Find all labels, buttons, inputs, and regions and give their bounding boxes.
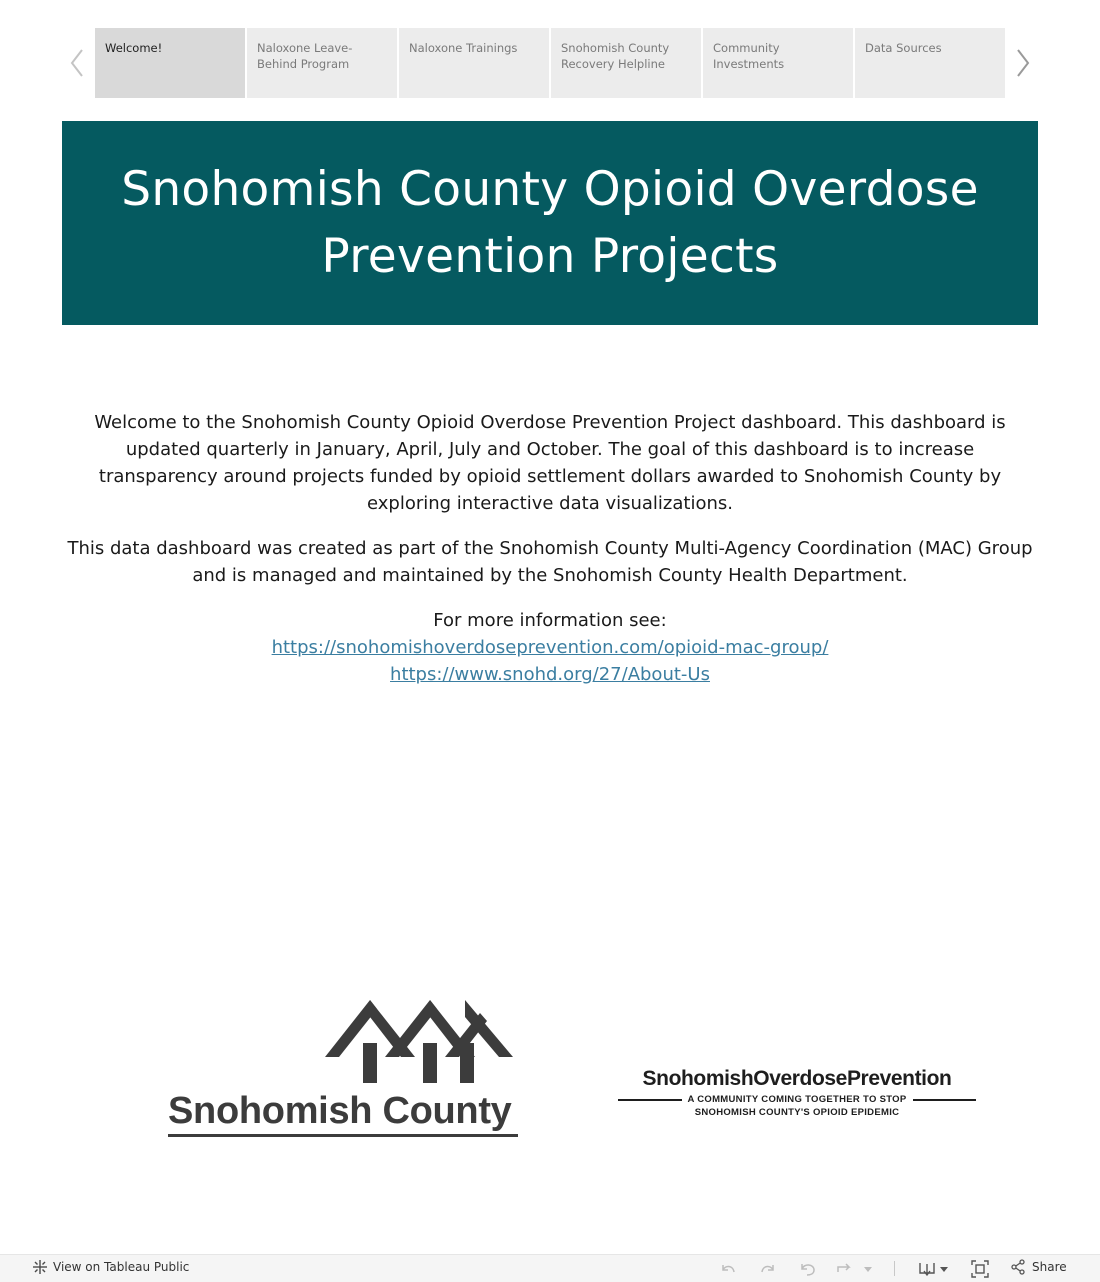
prevention-tagline-1: A COMMUNITY COMING TOGETHER TO STOP xyxy=(687,1094,907,1105)
fullscreen-button[interactable] xyxy=(970,1260,990,1278)
caret-down-icon xyxy=(863,1265,873,1273)
next-tab-arrow[interactable] xyxy=(1008,28,1038,98)
revert-button[interactable] xyxy=(798,1260,818,1278)
tab-naloxone-leave-behind[interactable]: Naloxone Leave-Behind Program xyxy=(247,28,397,98)
tab-data-sources[interactable]: Data Sources xyxy=(855,28,1005,98)
chevron-left-icon xyxy=(69,48,85,78)
title-banner xyxy=(62,121,1038,325)
share-icon xyxy=(1010,1259,1026,1275)
refresh-icon xyxy=(835,1261,853,1277)
share-button[interactable] xyxy=(1010,1259,1067,1275)
county-name: Snohomish County xyxy=(168,1090,512,1132)
tab-naloxone-trainings[interactable]: Naloxone Trainings xyxy=(399,28,549,98)
snohomish-county-logo xyxy=(165,995,525,1145)
download-button[interactable] xyxy=(918,1260,952,1278)
tab-recovery-helpline[interactable]: Snohomish County Recovery Helpline xyxy=(551,28,701,98)
mac-group-link[interactable]: https://snohomishoverdoseprevention.com/opioid-mac-group/ xyxy=(271,637,829,658)
download-icon xyxy=(918,1261,952,1277)
undo-icon xyxy=(719,1261,737,1277)
prevention-tagline-2: SNOHOMISH COUNTY'S OPIOID EPIDEMIC xyxy=(694,1107,900,1118)
tagline-rule-right xyxy=(913,1099,977,1101)
tab-welcome[interactable]: Welcome! xyxy=(95,28,245,98)
view-on-tableau-public-link[interactable] xyxy=(32,1259,189,1275)
fullscreen-icon xyxy=(971,1260,989,1278)
undo-button[interactable] xyxy=(718,1260,738,1278)
tableau-toolbar xyxy=(0,1254,1100,1282)
tagline-rule-left xyxy=(618,1099,682,1101)
more-info-label: For more information see: xyxy=(433,610,667,631)
refresh-dropdown[interactable] xyxy=(860,1260,876,1278)
managed-paragraph: This data dashboard was created as part of the Snohomish County Multi-Agency Coordination (MAC) Group and is managed and maintained by the Snohomish County Health Department. xyxy=(67,538,1033,586)
previous-tab-arrow[interactable] xyxy=(62,28,92,98)
revert-icon xyxy=(799,1261,817,1277)
redo-icon xyxy=(759,1261,777,1277)
county-underline xyxy=(168,1134,518,1137)
tableau-logo-icon xyxy=(32,1259,48,1275)
tab-list xyxy=(95,28,1005,98)
view-on-tableau-label: View on Tableau Public xyxy=(53,1260,190,1274)
prevention-tagline-row xyxy=(618,1093,976,1106)
prevention-title: SnohomishOverdosePrevention xyxy=(642,1067,952,1090)
tab-community-investments[interactable]: Community Investments xyxy=(703,28,853,98)
redo-button[interactable] xyxy=(758,1260,778,1278)
trees-logo-icon xyxy=(325,995,525,1085)
snohd-about-link[interactable]: https://www.snohd.org/27/About-Us xyxy=(390,664,710,685)
tab-strip xyxy=(62,28,1038,98)
intro-paragraph: Welcome to the Snohomish County Opioid Overdose Prevention Project dashboard. This dashboard is updated quarterly in January, April, July and October. The goal of this dashboard is to increase transparency around projects funded by opioid settlement dollars awarded to Snohomish County by exploring interactive data visualizations. xyxy=(94,412,1006,514)
page-title: Snohomish County Opioid Overdose Prevention Projects xyxy=(121,162,979,284)
welcome-text xyxy=(62,409,1038,688)
chevron-right-icon xyxy=(1015,48,1031,78)
toolbar-separator xyxy=(894,1261,895,1276)
refresh-button[interactable] xyxy=(834,1260,854,1278)
overdose-prevention-logo xyxy=(618,1066,976,1126)
share-label: Share xyxy=(1032,1260,1067,1274)
